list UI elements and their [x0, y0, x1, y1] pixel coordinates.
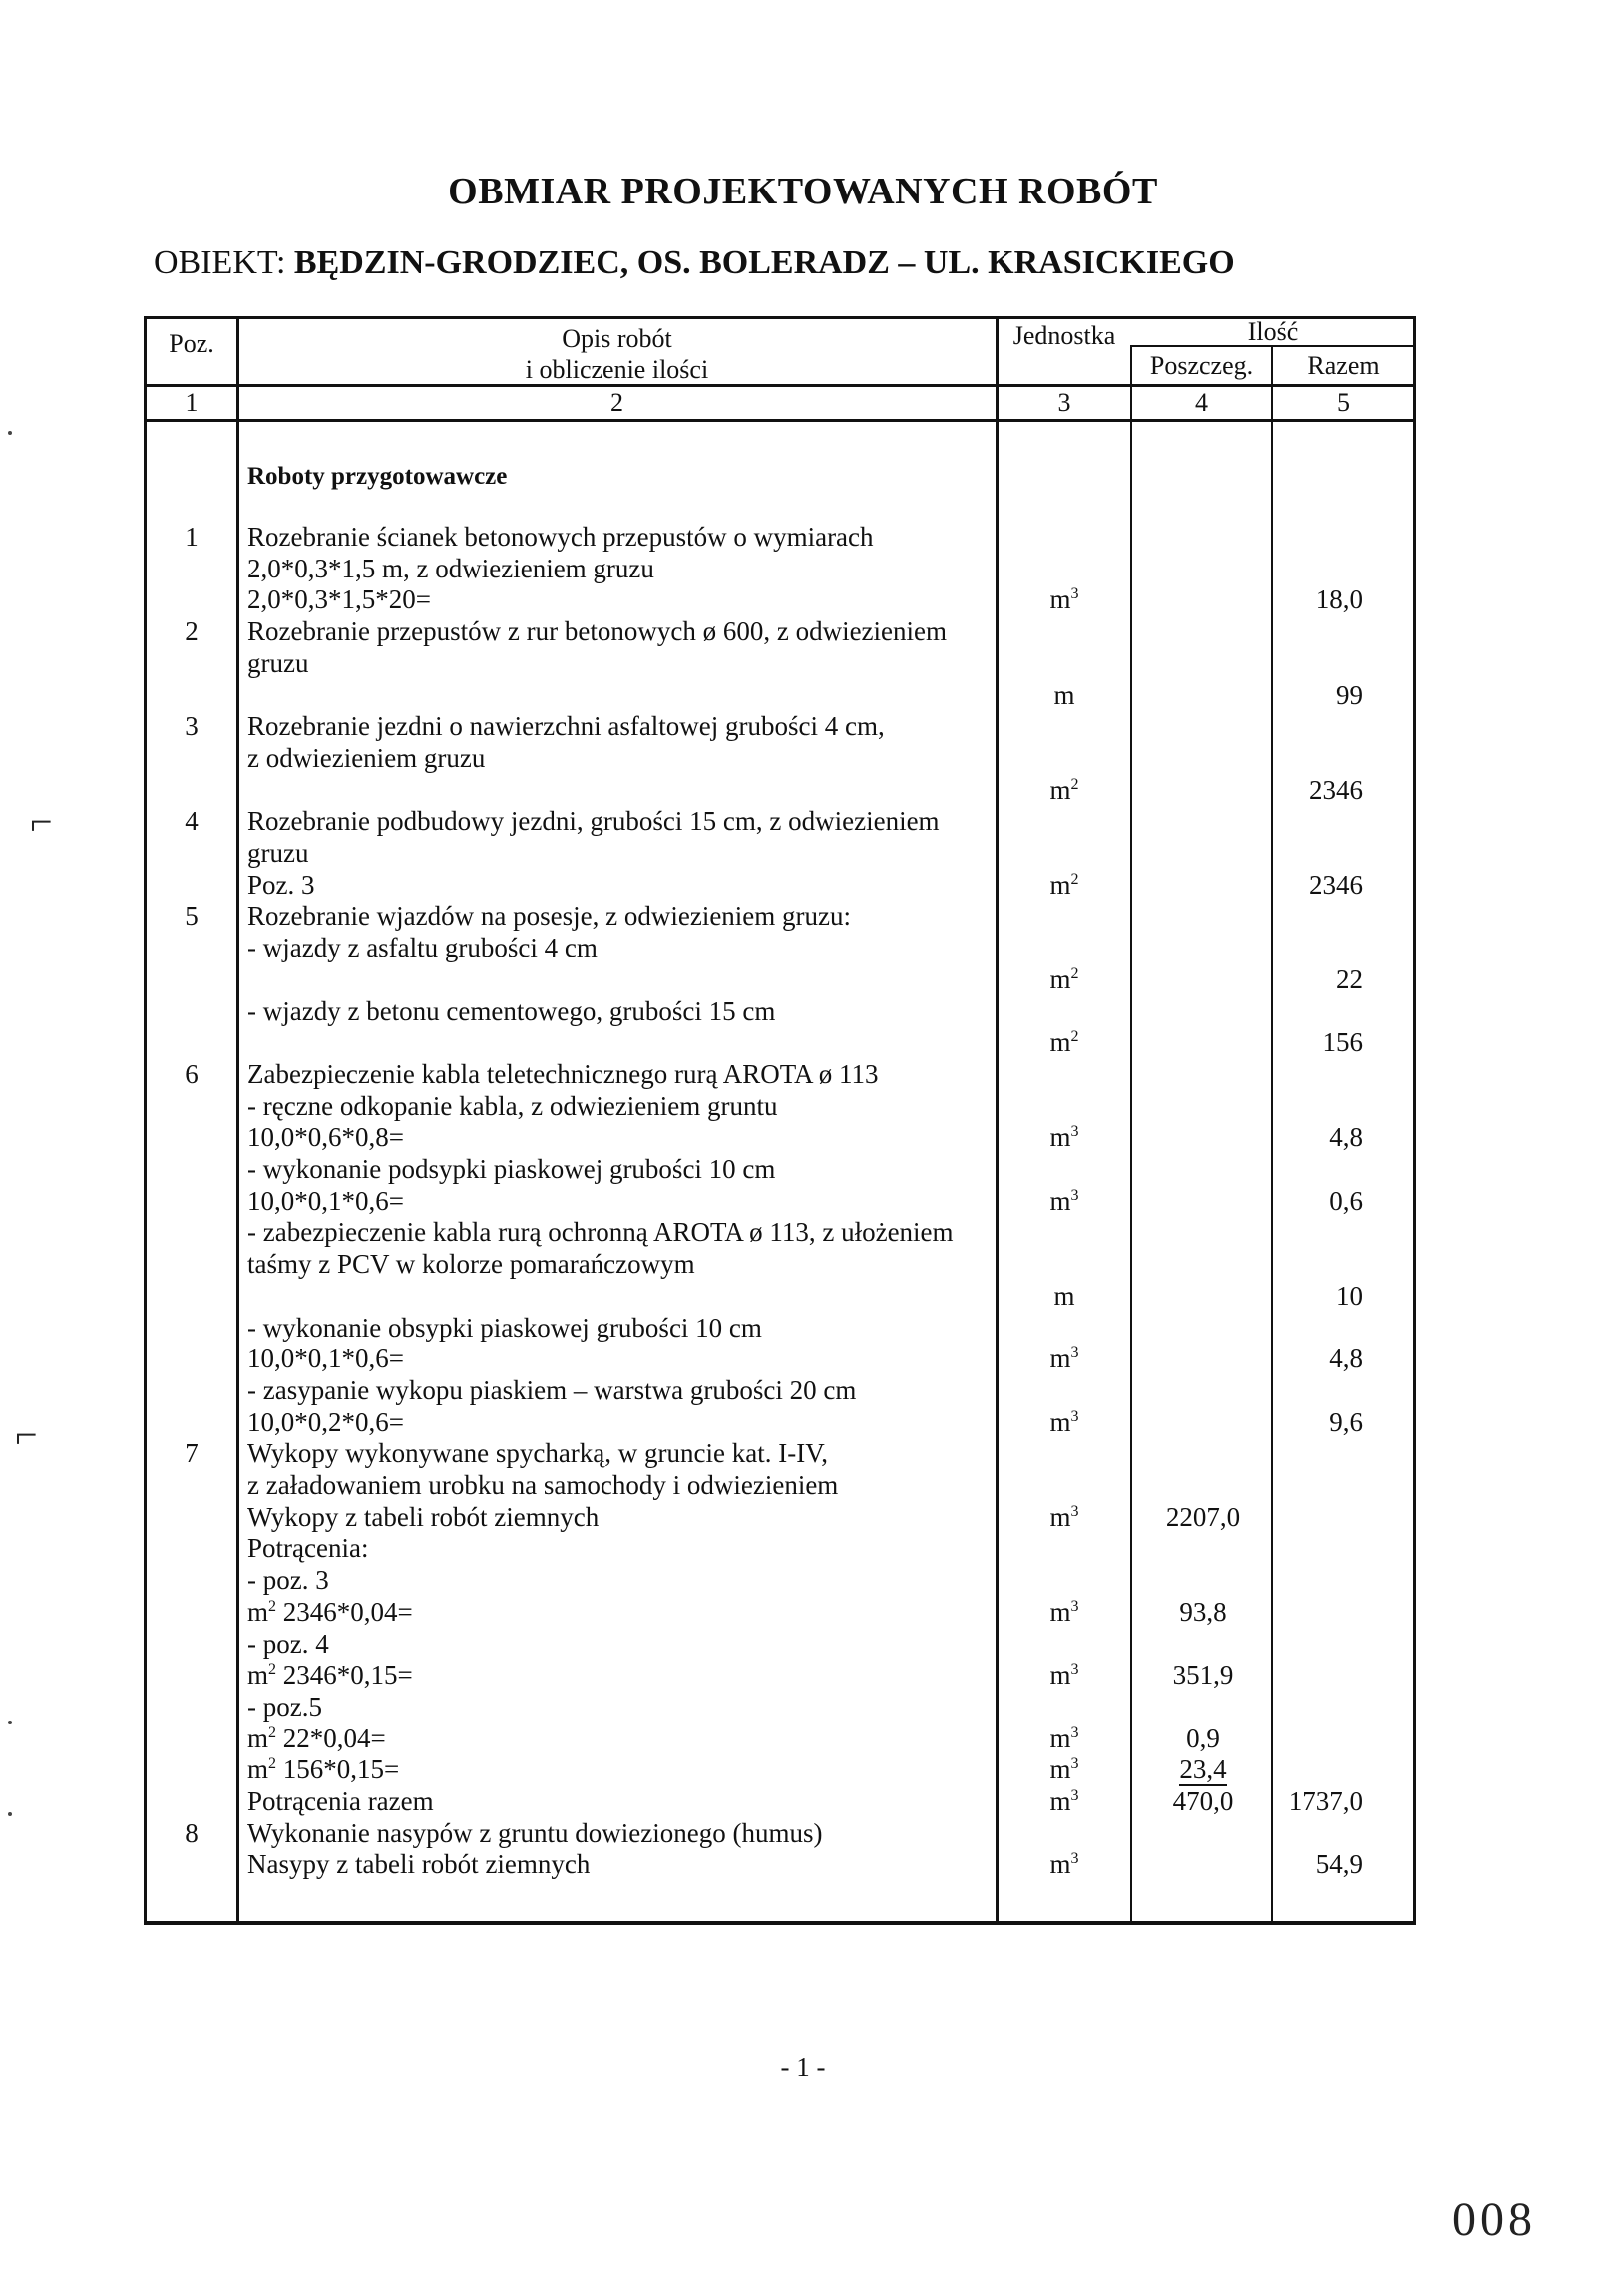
- unit-prefix: m: [247, 1597, 269, 1627]
- unit-exponent: 2: [268, 1755, 277, 1772]
- total-quantity-value: 4,8: [1329, 1343, 1363, 1373]
- description-line: [247, 932, 996, 963]
- unit-exponent: 3: [1070, 1724, 1079, 1741]
- unit-text: m: [1049, 1723, 1071, 1753]
- description-text: Wykopy z tabeli robót ziemnych: [247, 1502, 600, 1532]
- description-line: [247, 1437, 996, 1469]
- unit-text: m: [1053, 1281, 1075, 1311]
- unit-text: m: [1049, 1407, 1071, 1437]
- description-line: [247, 553, 996, 584]
- header-ilosc: Ilość: [1247, 317, 1299, 346]
- scan-dot: [8, 1812, 12, 1816]
- total-quantity: [1275, 1185, 1412, 1217]
- description-line: [247, 805, 996, 837]
- header-opis-2: i obliczenie ilości: [525, 355, 709, 384]
- unit-exponent: 3: [1070, 1661, 1079, 1678]
- description-text: - wjazdy z betonu cementowego, grubości 15 cm: [247, 996, 776, 1026]
- description-text: - ręczne odkopanie kabla, z odwiezieniem gruntu: [247, 1091, 778, 1121]
- scan-dot: [8, 431, 12, 435]
- total-quantity-value: 18,0: [1315, 584, 1363, 614]
- description-text: 10,0*0,1*0,6=: [247, 1343, 404, 1373]
- total-quantity: [1275, 1280, 1412, 1312]
- total-quantity-value: 0,6: [1329, 1186, 1363, 1216]
- partial-quantity-value: 93,8: [1179, 1597, 1227, 1627]
- partial-quantity: [1133, 1659, 1273, 1691]
- description-line: [247, 1501, 996, 1533]
- unit: [998, 1753, 1131, 1785]
- description-text: Wykonanie nasypów z gruntu dowiezionego (humus): [247, 1818, 823, 1848]
- position-number: 5: [185, 901, 199, 931]
- unit-exponent: 3: [1070, 1187, 1079, 1204]
- position-number: 7: [185, 1438, 199, 1468]
- unit-text: m: [1049, 775, 1071, 805]
- header-poszczeg: Poszczeg.: [1149, 351, 1254, 380]
- unit: [998, 1342, 1131, 1374]
- total-quantity: [1275, 583, 1412, 615]
- description-text: 2346*0,04=: [276, 1597, 413, 1627]
- partial-quantity-value: 2207,0: [1165, 1502, 1241, 1532]
- total-quantity-value: 2346: [1309, 775, 1363, 805]
- description-text: taśmy z PCV w kolorze pomarańczowym: [247, 1249, 695, 1279]
- unit: [998, 1185, 1131, 1217]
- total-quantity: [1275, 1406, 1412, 1438]
- position-number: 8: [185, 1818, 199, 1848]
- description-text: - poz.5: [247, 1692, 322, 1722]
- partial-quantity-value: 0,9: [1186, 1723, 1220, 1753]
- total-quantity: [1275, 1121, 1412, 1153]
- unit: [998, 963, 1131, 995]
- object-value: BĘDZIN-GRODZIEC, OS. BOLERADZ – UL. KRASICKIEGO: [293, 244, 1235, 281]
- partial-quantity-value: 470,0: [1172, 1786, 1234, 1816]
- unit-text: m: [1049, 870, 1071, 900]
- description-line: [247, 995, 996, 1027]
- object-label: OBIEKT:: [154, 244, 294, 281]
- total-quantity: [1275, 869, 1412, 901]
- object-line: [154, 244, 1235, 282]
- description-text: z odwiezieniem gruzu: [247, 743, 486, 773]
- total-quantity: [1275, 1785, 1412, 1817]
- unit-exponent: 3: [1070, 1755, 1079, 1772]
- unit-exponent: 2: [268, 1661, 277, 1678]
- description-text: gruzu: [247, 838, 309, 868]
- unit: [998, 1501, 1131, 1533]
- description-line: [247, 647, 996, 679]
- unit: [998, 1026, 1131, 1058]
- unit-exponent: 3: [1070, 1850, 1079, 1867]
- description-line: [247, 837, 996, 869]
- total-quantity-value: 54,9: [1315, 1849, 1363, 1879]
- description-text: 2,0*0,3*1,5 m, z odwiezieniem gruzu: [247, 554, 654, 583]
- description-text: 156*0,15=: [276, 1754, 400, 1784]
- unit-exponent: 3: [1070, 1503, 1079, 1520]
- description-text: - poz. 3: [247, 1565, 329, 1595]
- description-line: [247, 1691, 996, 1722]
- total-quantity-value: 156: [1322, 1027, 1363, 1057]
- description-line: [247, 1406, 996, 1438]
- unit-exponent: 3: [1070, 1598, 1079, 1615]
- description-line: [247, 1058, 996, 1090]
- partial-quantity-value: 351,9: [1172, 1660, 1234, 1690]
- description-text: 10,0*0,2*0,6=: [247, 1407, 404, 1437]
- description-text: - wykonanie podsypki piaskowej grubości 10 cm: [247, 1154, 776, 1184]
- col-number-2: 2: [610, 388, 623, 417]
- partial-quantity: [1133, 1722, 1273, 1754]
- partial-quantity: [1133, 1785, 1273, 1817]
- unit-exponent: 2: [1070, 965, 1079, 982]
- description-text: - wykonanie obsypki piaskowej grubości 10 cm: [247, 1313, 762, 1342]
- description-line: [247, 615, 996, 647]
- unit-exponent: 3: [1070, 1123, 1079, 1140]
- unit-exponent: 3: [1070, 1787, 1079, 1804]
- description-line: [247, 710, 996, 742]
- description-text: 2346*0,15=: [276, 1660, 413, 1690]
- description-line: [247, 1153, 996, 1185]
- total-quantity-value: 99: [1336, 680, 1363, 710]
- description-line: [247, 1216, 996, 1248]
- archive-stamp: 008: [1452, 2193, 1536, 2246]
- unit-text: m: [1049, 1597, 1071, 1627]
- description-text: 10,0*0,1*0,6=: [247, 1186, 404, 1216]
- col-number-3: 3: [1057, 388, 1071, 417]
- unit-text: m: [1049, 1027, 1071, 1057]
- description-line: [247, 1374, 996, 1406]
- unit-exponent: 3: [1070, 585, 1079, 602]
- total-quantity: [1275, 679, 1412, 711]
- unit-exponent: 3: [1070, 1344, 1079, 1361]
- header-opis-1: Opis robót: [562, 324, 672, 353]
- description-line: [247, 900, 996, 932]
- total-quantity: [1275, 1848, 1412, 1880]
- col-number-4: 4: [1195, 388, 1208, 417]
- unit-exponent: 2: [268, 1598, 277, 1615]
- unit-exponent: 3: [1070, 1408, 1079, 1425]
- description-line: [247, 1248, 996, 1280]
- description-text: Rozebranie podbudowy jezdni, grubości 15 cm, z odwiezieniem: [247, 806, 940, 836]
- description-line: [247, 1753, 996, 1785]
- scan-dot: [8, 1721, 12, 1724]
- description-line: [247, 1532, 996, 1564]
- unit-text: m: [1049, 1186, 1071, 1216]
- total-quantity: [1275, 1342, 1412, 1374]
- unit-text: m: [1049, 1786, 1071, 1816]
- description-text: Rozebranie jezdni o nawierzchni asfaltowej grubości 4 cm,: [247, 711, 885, 741]
- description-text: Rozebranie ścianek betonowych przepustów o wymiarach: [247, 522, 874, 552]
- description-line: [247, 1564, 996, 1596]
- margin-mark: ⌐: [30, 799, 53, 844]
- total-quantity-value: 9,6: [1329, 1407, 1363, 1437]
- description-line: [247, 742, 996, 774]
- unit: [998, 1848, 1131, 1880]
- unit-text: m: [1049, 1122, 1071, 1152]
- margin-mark: ⌐: [15, 1412, 38, 1457]
- position-number: 3: [185, 711, 199, 741]
- position-number: 2: [185, 616, 199, 646]
- partial-quantity: [1133, 1501, 1273, 1533]
- total-quantity-value: 10: [1336, 1281, 1363, 1311]
- description-line: [247, 1785, 996, 1817]
- description-text: - zasypanie wykopu piaskiem – warstwa grubości 20 cm: [247, 1375, 857, 1405]
- header-razem: Razem: [1307, 351, 1380, 380]
- description-text: Potrącenia:: [247, 1533, 369, 1563]
- unit: [998, 1785, 1131, 1817]
- description-text: Rozebranie wjazdów na posesje, z odwiezieniem gruzu:: [247, 901, 852, 931]
- description-text: - poz. 4: [247, 1629, 329, 1659]
- partial-quantity-value: 23,4: [1179, 1754, 1227, 1784]
- description-text: 2,0*0,3*1,5*20=: [247, 584, 431, 614]
- position-number: 1: [185, 522, 199, 552]
- unit-prefix: m: [247, 1754, 269, 1784]
- section-title: Roboty przygotowawcze: [247, 463, 508, 490]
- description-text: Poz. 3: [247, 870, 315, 900]
- col-number-5: 5: [1337, 388, 1350, 417]
- description-line: [247, 1312, 996, 1343]
- partial-quantity: [1133, 1753, 1273, 1785]
- description-line: [247, 1185, 996, 1217]
- unit: [998, 869, 1131, 901]
- unit: [998, 1722, 1131, 1754]
- description-line: [247, 1121, 996, 1153]
- unit-prefix: m: [247, 1660, 269, 1690]
- unit-exponent: 2: [1070, 871, 1079, 888]
- total-quantity-value: 2346: [1309, 870, 1363, 900]
- description-line: [247, 1659, 996, 1691]
- unit: [998, 679, 1131, 711]
- unit-text: m: [1049, 1502, 1071, 1532]
- description-text: - zabezpieczenie kabla rurą ochronną AROTA ø 113, z ułożeniem: [247, 1217, 954, 1247]
- total-quantity: [1275, 774, 1412, 806]
- unit: [998, 1121, 1131, 1153]
- header-jednostka: Jednostka: [1012, 321, 1116, 350]
- description-line: [247, 1090, 996, 1122]
- total-quantity-value: 22: [1336, 964, 1363, 994]
- description-text: Zabezpieczenie kabla teletechnicznego rurą AROTA ø 113: [247, 1059, 879, 1089]
- page-title: OBMIAR PROJEKTOWANYCH ROBÓT: [448, 171, 1158, 212]
- unit-text: m: [1049, 584, 1071, 614]
- description-line: [247, 1817, 996, 1849]
- unit-exponent: 2: [268, 1724, 277, 1741]
- header-poz: Poz.: [169, 329, 214, 358]
- page-number: - 1 -: [780, 2052, 826, 2082]
- unit: [998, 1280, 1131, 1312]
- total-quantity: [1275, 1026, 1412, 1058]
- unit-text: m: [1049, 1754, 1071, 1784]
- description-text: Nasypy z tabeli robót ziemnych: [247, 1849, 591, 1879]
- description-line: [247, 521, 996, 553]
- unit-text: m: [1049, 1660, 1071, 1690]
- description-text: 22*0,04=: [276, 1723, 386, 1753]
- total-quantity-value: 4,8: [1329, 1122, 1363, 1152]
- description-line: [247, 1469, 996, 1501]
- description-line: [247, 1596, 996, 1628]
- position-number: 6: [185, 1059, 199, 1089]
- unit: [998, 583, 1131, 615]
- position-number: 4: [185, 806, 199, 836]
- description-line: [247, 583, 996, 615]
- unit-text: m: [1049, 1343, 1071, 1373]
- description-text: gruzu: [247, 648, 309, 678]
- description-line: [247, 1722, 996, 1754]
- total-quantity: [1275, 963, 1412, 995]
- description-line: [247, 1848, 996, 1880]
- description-text: Wykopy wykonywane spycharką, w gruncie kat. I-IV,: [247, 1438, 828, 1468]
- unit: [998, 774, 1131, 806]
- description-line: [247, 869, 996, 901]
- description-line: [247, 1342, 996, 1374]
- partial-quantity: [1133, 1596, 1273, 1628]
- description-text: 10,0*0,6*0,8=: [247, 1122, 404, 1152]
- unit-text: m: [1049, 964, 1071, 994]
- total-quantity-value: 1737,0: [1288, 1786, 1363, 1816]
- unit-exponent: 2: [1070, 776, 1079, 793]
- unit-prefix: m: [247, 1723, 269, 1753]
- unit-text: m: [1053, 680, 1075, 710]
- description-text: Rozebranie przepustów z rur betonowych ø 600, z odwiezieniem: [247, 616, 948, 646]
- description-text: - wjazdy z asfaltu grubości 4 cm: [247, 933, 598, 962]
- col-number-1: 1: [185, 388, 199, 417]
- unit-text: m: [1049, 1849, 1071, 1879]
- description-text: z załadowaniem urobku na samochody i odwiezieniem: [247, 1470, 839, 1500]
- unit: [998, 1596, 1131, 1628]
- unit-exponent: 2: [1070, 1028, 1079, 1045]
- description-text: Potrącenia razem: [247, 1786, 434, 1816]
- unit: [998, 1406, 1131, 1438]
- unit: [998, 1659, 1131, 1691]
- description-line: [247, 1628, 996, 1660]
